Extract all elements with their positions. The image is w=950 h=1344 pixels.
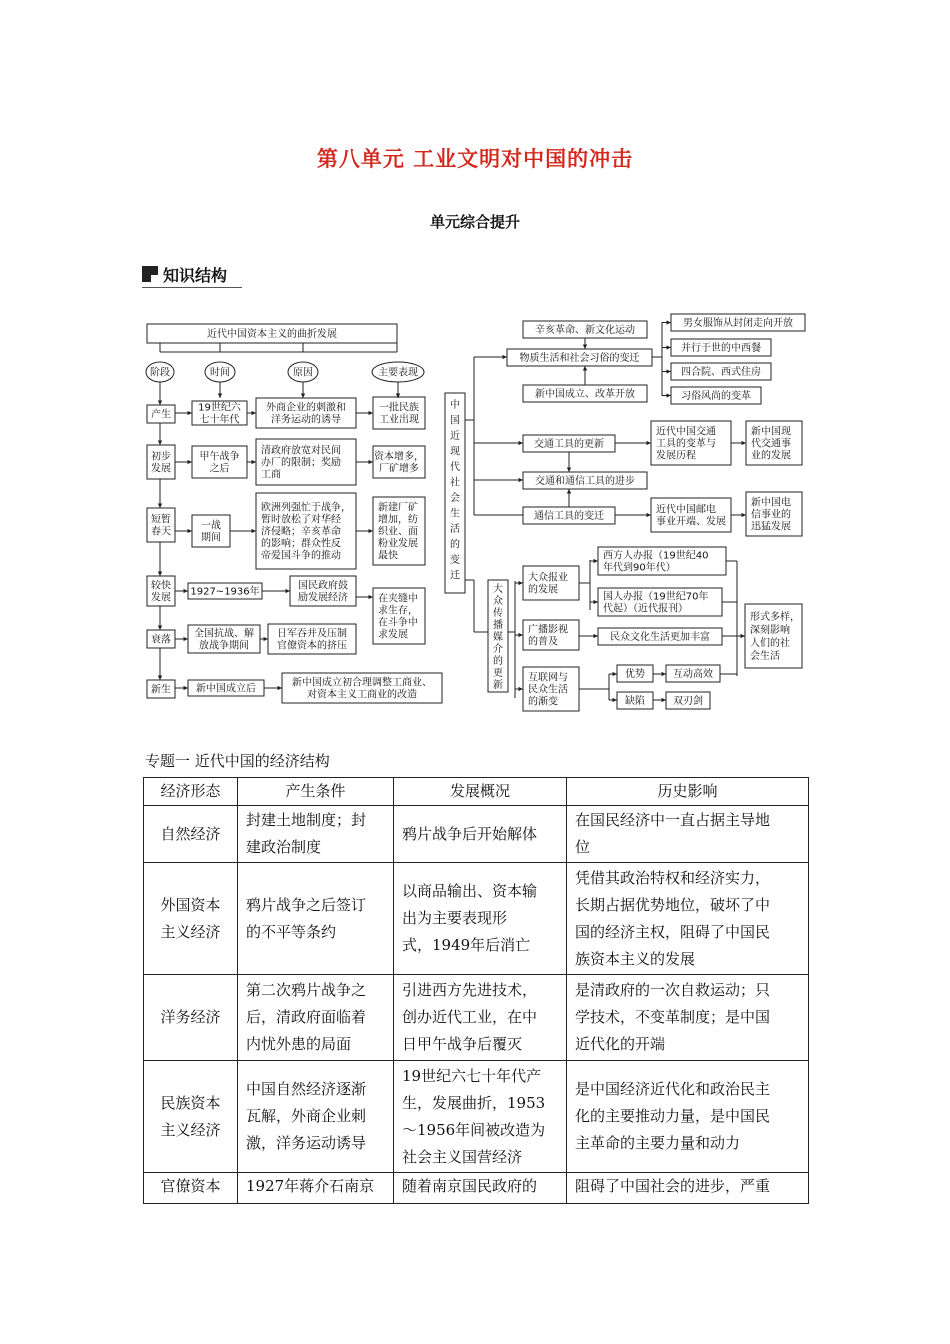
root-box-text: 代 bbox=[450, 462, 460, 473]
stage-head-ellipse-text: 阶段 bbox=[150, 367, 170, 379]
show-box-text: 一批民族 bbox=[379, 402, 419, 414]
b2-box-text: 交通工具的更新 bbox=[534, 439, 604, 450]
cell-line: 日甲午战争后覆灭 bbox=[402, 1035, 523, 1053]
b1-item-box-text: 习俗风尚的变革 bbox=[681, 391, 751, 402]
table-cell-type bbox=[144, 863, 238, 975]
time-box-text: 期间 bbox=[201, 532, 221, 544]
arrow-head bbox=[251, 411, 256, 415]
time-box-text: 甲午战争 bbox=[199, 451, 240, 463]
header-cell: 经济形态 bbox=[144, 778, 238, 806]
b4-mid-box-text: 事业开端、发展 bbox=[656, 516, 726, 528]
arrow-head bbox=[187, 411, 192, 415]
cell-line: 第二次鸦片战争之 bbox=[246, 981, 367, 999]
table-row bbox=[144, 863, 809, 975]
show-box-text: 在斗争中 bbox=[378, 617, 418, 629]
root-box-text: 的 bbox=[450, 539, 460, 551]
arrow-head bbox=[251, 529, 256, 533]
arrow-head bbox=[183, 686, 188, 690]
b1-top-box-text: 辛亥革命、新文化运动 bbox=[535, 325, 635, 336]
time-box-text: 19世纪六 bbox=[198, 402, 241, 414]
time-box-text: 新中国成立后 bbox=[196, 683, 256, 695]
cell-line: 出为主要表现形 bbox=[402, 909, 508, 927]
arrow-head bbox=[593, 600, 598, 604]
cell-line: 民族资本 bbox=[160, 1093, 221, 1112]
page-subtitle: 单元综合提升 bbox=[429, 213, 520, 231]
reason-box-text: 欧洲列强忙于战争， bbox=[261, 502, 351, 514]
pros-box-text: 优势 bbox=[625, 669, 645, 680]
cell-line: 位 bbox=[575, 838, 591, 856]
reason-box-text: 励发展经济 bbox=[298, 592, 348, 604]
media-box-text: 的 bbox=[493, 656, 503, 667]
media-box-text: 介 bbox=[493, 644, 503, 655]
b2-mid-box-text: 发展历程 bbox=[656, 450, 696, 462]
table-cell-impact bbox=[567, 863, 809, 975]
cell-line: 引进西方先进技术， bbox=[402, 981, 538, 999]
reason-box-text: 国民政府鼓 bbox=[298, 580, 348, 592]
arrow-head bbox=[518, 581, 523, 585]
cell-line: 外国资本 bbox=[160, 895, 221, 914]
arrow-head bbox=[158, 440, 162, 445]
reason-box-text: 的影响；群众性反 bbox=[261, 538, 341, 550]
table-cell-dev bbox=[394, 975, 567, 1061]
table-cell-dev bbox=[394, 863, 567, 975]
b1-item-box-text: 四合院、西式住房 bbox=[681, 367, 761, 378]
table-cell-cond bbox=[238, 806, 394, 863]
arrow-head bbox=[666, 320, 671, 324]
time-box-text: 1927~1936年 bbox=[190, 586, 260, 598]
header-cell: 发展概况 bbox=[394, 778, 567, 806]
reason-box-text: 办厂的限制；奖励 bbox=[261, 457, 341, 469]
b1-box-text: 物质生活和社会习俗的变迁 bbox=[519, 353, 640, 364]
reason-box-text: 济侵略；辛亥革命 bbox=[261, 526, 341, 538]
stage-box-text: 衰落 bbox=[151, 634, 171, 646]
cell-line: 是中国经济近代化和政治民主 bbox=[575, 1080, 771, 1098]
b4-out-box-text: 新中国电 bbox=[751, 497, 791, 509]
arrow-head bbox=[583, 366, 587, 371]
cell-line: 生，发展曲折，1953 bbox=[402, 1093, 546, 1112]
media-n2-box-text: 的普及 bbox=[528, 636, 558, 648]
arrow-head bbox=[158, 400, 162, 405]
media-box-text: 更 bbox=[493, 668, 503, 679]
stage-box-text: 新生 bbox=[151, 684, 171, 696]
arrow-head bbox=[368, 460, 373, 464]
stage-box-text: 发展 bbox=[151, 463, 171, 475]
table-cell-type bbox=[144, 806, 238, 863]
b4-box-text: 通信工具的变迁 bbox=[534, 511, 604, 522]
pros-result-box-text: 互动高效 bbox=[673, 669, 713, 680]
stage-box-text: 短暂 bbox=[151, 514, 171, 526]
arrow-head bbox=[666, 345, 671, 349]
arrow-head bbox=[518, 633, 523, 637]
cell-line: 主义经济 bbox=[160, 1120, 221, 1139]
arrow-head bbox=[666, 393, 671, 397]
show-box-text: 增加，纺 bbox=[378, 514, 418, 526]
reason-box-text: 帝爱国斗争的推动 bbox=[261, 550, 341, 562]
cell-line: 中国自然经济逐渐 bbox=[246, 1080, 367, 1098]
stage-box-text: 发展 bbox=[151, 592, 171, 604]
table-header-row bbox=[144, 778, 809, 806]
arrow-head bbox=[740, 634, 745, 638]
media-n1a-box-text: 年代到90年代） bbox=[603, 562, 676, 574]
reason-box-text: 清政府放宽对民间 bbox=[261, 445, 341, 457]
media-n2-box-text: 广播影视 bbox=[528, 624, 568, 636]
arrow-head bbox=[583, 344, 587, 349]
arrow-head bbox=[277, 686, 282, 690]
reason-box-text: 暂时放松了对华经 bbox=[261, 514, 341, 526]
time-box-text: 之后 bbox=[209, 463, 230, 475]
table-row bbox=[144, 1061, 809, 1173]
cell-line: 鸦片战争之后签订 bbox=[246, 895, 367, 914]
media-effect-box-text: 会生活 bbox=[750, 651, 780, 662]
root-box-text: 近 bbox=[450, 431, 460, 442]
arrow-head bbox=[518, 441, 523, 445]
root-box-text: 迁 bbox=[450, 570, 460, 582]
arrow-head bbox=[567, 489, 571, 494]
root-box-text: 中 bbox=[450, 400, 460, 411]
show-box-text: 求生存， bbox=[378, 605, 418, 617]
media-n3-box-text: 互联网与 bbox=[528, 672, 568, 684]
arrow-head bbox=[368, 529, 373, 533]
cell-line: 随着南京国民政府的 bbox=[402, 1177, 538, 1195]
stage-box-text: 产生 bbox=[151, 409, 171, 421]
stage-box-text: 春天 bbox=[151, 526, 171, 538]
stage-box-text: 初步 bbox=[151, 451, 171, 463]
header-cell: 历史影响 bbox=[567, 778, 809, 806]
root-box-text: 活 bbox=[450, 524, 460, 535]
arrow-head bbox=[183, 589, 188, 593]
cell-line: ～1956年间被改造为 bbox=[402, 1120, 546, 1139]
arrow-head bbox=[251, 460, 256, 464]
media-box-text: 媒 bbox=[493, 632, 503, 643]
b1-item-box-text: 男女服饰从封闭走向开放 bbox=[683, 318, 793, 329]
cell-line: 主革命的主要力量和动力 bbox=[575, 1134, 741, 1152]
cell-line: 鸦片战争后开始解体 bbox=[402, 824, 538, 843]
b1-bottom-box-text: 新中国成立、改革开放 bbox=[535, 389, 635, 400]
arrow-head bbox=[368, 411, 373, 415]
arrow-head bbox=[187, 529, 192, 533]
time-box-text: 全国抗战、解 bbox=[194, 628, 254, 640]
media-box-text: 新 bbox=[493, 680, 503, 691]
arrow-head bbox=[661, 698, 666, 702]
arrow-head bbox=[741, 513, 746, 517]
arrow-head bbox=[158, 571, 162, 576]
b3-box-text: 交通和通信工具的进步 bbox=[535, 476, 635, 487]
cell-line: 长期占据优势地位，破坏了中 bbox=[575, 895, 771, 914]
cell-line: 的不平等条约 bbox=[246, 922, 337, 941]
media-box-text: 大 bbox=[493, 584, 503, 595]
table-cell-impact bbox=[567, 1061, 809, 1173]
media-n1b-box-text: 代起）（近代报刊） bbox=[603, 603, 688, 615]
cell-line: 阻碍了中国社会的进步，严重 bbox=[575, 1177, 771, 1195]
cell-line: 洋务经济 bbox=[160, 1008, 221, 1026]
topic-heading: 专题一 近代中国的经济结构 bbox=[145, 752, 330, 770]
show-box-text: 新建厂矿 bbox=[378, 502, 418, 514]
reason-box-text: 工商 bbox=[261, 469, 281, 481]
cell-line: 学技术，不变革制度；是中国 bbox=[575, 1008, 771, 1026]
media-box-text: 播 bbox=[493, 620, 503, 631]
arrow-head bbox=[183, 637, 188, 641]
reason-box-text: 外商企业的刺激和 bbox=[266, 402, 346, 414]
cell-line: 在国民经济中一直占据主导地 bbox=[575, 811, 771, 829]
arrow-head bbox=[368, 595, 373, 599]
arrow-head bbox=[593, 634, 598, 638]
table-cell-type bbox=[144, 1061, 238, 1173]
table-cell-cond bbox=[238, 863, 394, 975]
cell-line: 国的经济主权，阻碍了中国民 bbox=[575, 922, 771, 941]
arrow-head bbox=[502, 355, 507, 359]
reason-box-text: 洋务运动的诱导 bbox=[271, 414, 341, 426]
root-box-text: 社 bbox=[450, 477, 460, 489]
root-box-text: 变 bbox=[450, 555, 460, 566]
table-cell-type bbox=[144, 1173, 238, 1204]
cons-box-text: 缺陷 bbox=[625, 696, 645, 707]
show-box-text: 工业出现 bbox=[379, 414, 419, 426]
table-cell-impact bbox=[567, 1173, 809, 1204]
time-head-ellipse-text: 时间 bbox=[210, 367, 230, 379]
media-n2r-box-text: 民众文化生活更加丰富 bbox=[610, 632, 710, 643]
table-cell-dev bbox=[394, 1061, 567, 1173]
cell-line: 建政治制度 bbox=[246, 838, 322, 856]
time-box-text: 七十年代 bbox=[199, 414, 240, 426]
section-title: 知识结构 bbox=[163, 266, 228, 285]
media-n3-box-text: 的渐变 bbox=[528, 696, 558, 708]
media-n1a-box-text: 西方人办报（19世纪40 bbox=[603, 550, 709, 562]
media-effect-box-text: 形式多样， bbox=[750, 612, 800, 623]
b4-out-box-text: 信事业的 bbox=[751, 509, 791, 521]
arrow-head bbox=[612, 698, 617, 702]
arrow-head bbox=[666, 369, 671, 373]
media-box-text: 众 bbox=[493, 596, 503, 607]
b2-out-box-text: 业的发展 bbox=[751, 450, 791, 462]
arrow-head bbox=[285, 589, 290, 593]
table-row bbox=[144, 975, 809, 1061]
arrow-head bbox=[301, 393, 305, 398]
stage-box-text: 较快 bbox=[151, 580, 171, 592]
header-box-text: 近代中国资本主义的曲折发展 bbox=[207, 329, 337, 340]
cell-line: 激，洋务运动诱导 bbox=[246, 1134, 367, 1152]
cell-line: 近代化的开端 bbox=[575, 1035, 666, 1053]
arrow-head bbox=[158, 675, 162, 680]
arrow-head bbox=[158, 503, 162, 508]
cell-line: 创办近代工业，在中 bbox=[402, 1008, 538, 1026]
reason-box-text: 日军吞并及压制 bbox=[277, 628, 347, 640]
show-box-text: 求发展 bbox=[378, 629, 408, 641]
header-cell: 产生条件 bbox=[238, 778, 394, 806]
show-box-text: 织业、面 bbox=[378, 526, 418, 538]
show-box-text: 资本增多， bbox=[374, 451, 424, 463]
root-box-text: 国 bbox=[450, 415, 460, 427]
cell-line: 社会主义国营经济 bbox=[402, 1147, 523, 1166]
table-cell-impact bbox=[567, 975, 809, 1061]
table-cell-cond bbox=[238, 1061, 394, 1173]
page-title: 第八单元 工业文明对中国的冲击 bbox=[316, 147, 634, 171]
media-effect-box-text: 人们的社 bbox=[750, 638, 790, 649]
reason-box-text: 官僚资本的挤压 bbox=[277, 640, 347, 652]
arrow-head bbox=[612, 672, 617, 676]
cell-line: 化的主要推动力量，是中国民 bbox=[575, 1107, 771, 1125]
cell-line: 族资本主义的发展 bbox=[575, 949, 696, 968]
root-box-text: 生 bbox=[450, 508, 460, 520]
table-cell-dev bbox=[394, 1173, 567, 1204]
table-cell-dev bbox=[394, 806, 567, 863]
table-row bbox=[144, 1173, 809, 1204]
cell-line: 自然经济 bbox=[160, 824, 221, 843]
show-box-text: 最快 bbox=[378, 550, 398, 562]
media-n1b-box-text: 国人办报（19世纪70年 bbox=[603, 591, 709, 603]
root-box-text: 现 bbox=[450, 446, 460, 458]
cell-line: 后，清政府面临着 bbox=[246, 1008, 367, 1026]
cell-line: 19世纪六七十年代产 bbox=[402, 1066, 542, 1085]
show-box-text: 在夹缝中 bbox=[378, 593, 418, 605]
cell-line: 官僚资本 bbox=[160, 1177, 221, 1195]
cell-line: 是清政府的一次自救运动；只 bbox=[575, 981, 771, 999]
reason-head-ellipse-text: 原因 bbox=[293, 367, 313, 379]
b1-item-box-text: 并行于世的中西餐 bbox=[681, 343, 761, 354]
media-n3-box-text: 民众生活 bbox=[528, 684, 568, 696]
table-cell-impact bbox=[567, 806, 809, 863]
cell-line: 式，1949年后消亡 bbox=[402, 936, 531, 954]
show-head-ellipse-text: 主要表现 bbox=[378, 367, 418, 379]
arrow-head bbox=[646, 441, 651, 445]
b2-mid-box-text: 近代中国交通 bbox=[656, 426, 716, 438]
table-cell-type bbox=[144, 975, 238, 1061]
economic-structure-table bbox=[143, 777, 809, 1204]
table-row bbox=[144, 806, 809, 863]
show-box-text: 粉业发展 bbox=[378, 538, 418, 550]
arrow-head bbox=[567, 467, 571, 472]
root-box-text: 会 bbox=[450, 493, 460, 504]
arrow-head bbox=[518, 478, 523, 482]
arrow-head bbox=[661, 672, 666, 676]
cell-line: 瓦解，外商企业刺 bbox=[246, 1107, 367, 1125]
table-cell-cond bbox=[238, 975, 394, 1061]
table-cell-cond bbox=[238, 1173, 394, 1204]
b2-out-box-text: 代交通事 bbox=[751, 438, 791, 450]
media-n1-box-text: 的发展 bbox=[528, 584, 558, 596]
b4-mid-box-text: 近代中国邮电 bbox=[656, 504, 716, 516]
arrow-head bbox=[741, 441, 746, 445]
b2-out-box-text: 新中国现 bbox=[751, 426, 791, 438]
arrow-head bbox=[263, 637, 268, 641]
show-box-text: 厂矿增多 bbox=[379, 463, 419, 475]
cell-line: 以商品输出、资本输 bbox=[402, 882, 538, 900]
cell-line: 主义经济 bbox=[160, 922, 221, 941]
reason-box-text: 对资本主义工商业的改造 bbox=[307, 689, 417, 701]
media-n1-box-text: 大众报业 bbox=[528, 572, 568, 584]
arrow-head bbox=[158, 625, 162, 630]
time-box-text: 放战争期间 bbox=[199, 640, 249, 652]
reason-box-text: 新中国成立初合理调整工商业、 bbox=[292, 677, 432, 689]
b2-mid-box-text: 工具的变革与 bbox=[656, 438, 716, 450]
time-box-text: 一战 bbox=[201, 520, 221, 532]
cell-line: 封建土地制度；封 bbox=[246, 811, 367, 829]
media-effect-box-text: 深刻影响 bbox=[750, 625, 790, 636]
b4-out-box-text: 迅猛发展 bbox=[751, 521, 791, 533]
cons-result-box-text: 双刃剑 bbox=[673, 696, 703, 707]
cell-line: 凭借其政治特权和经济实力， bbox=[575, 868, 771, 887]
cell-line: 1927年蒋介石南京 bbox=[246, 1177, 375, 1195]
arrow-head bbox=[593, 559, 598, 563]
arrow-head bbox=[518, 687, 523, 691]
arrow-head bbox=[218, 393, 222, 398]
media-box-text: 传 bbox=[493, 608, 503, 619]
cell-line: 内忧外患的局面 bbox=[246, 1035, 352, 1053]
arrow-head bbox=[187, 460, 192, 464]
arrow-head bbox=[646, 513, 651, 517]
